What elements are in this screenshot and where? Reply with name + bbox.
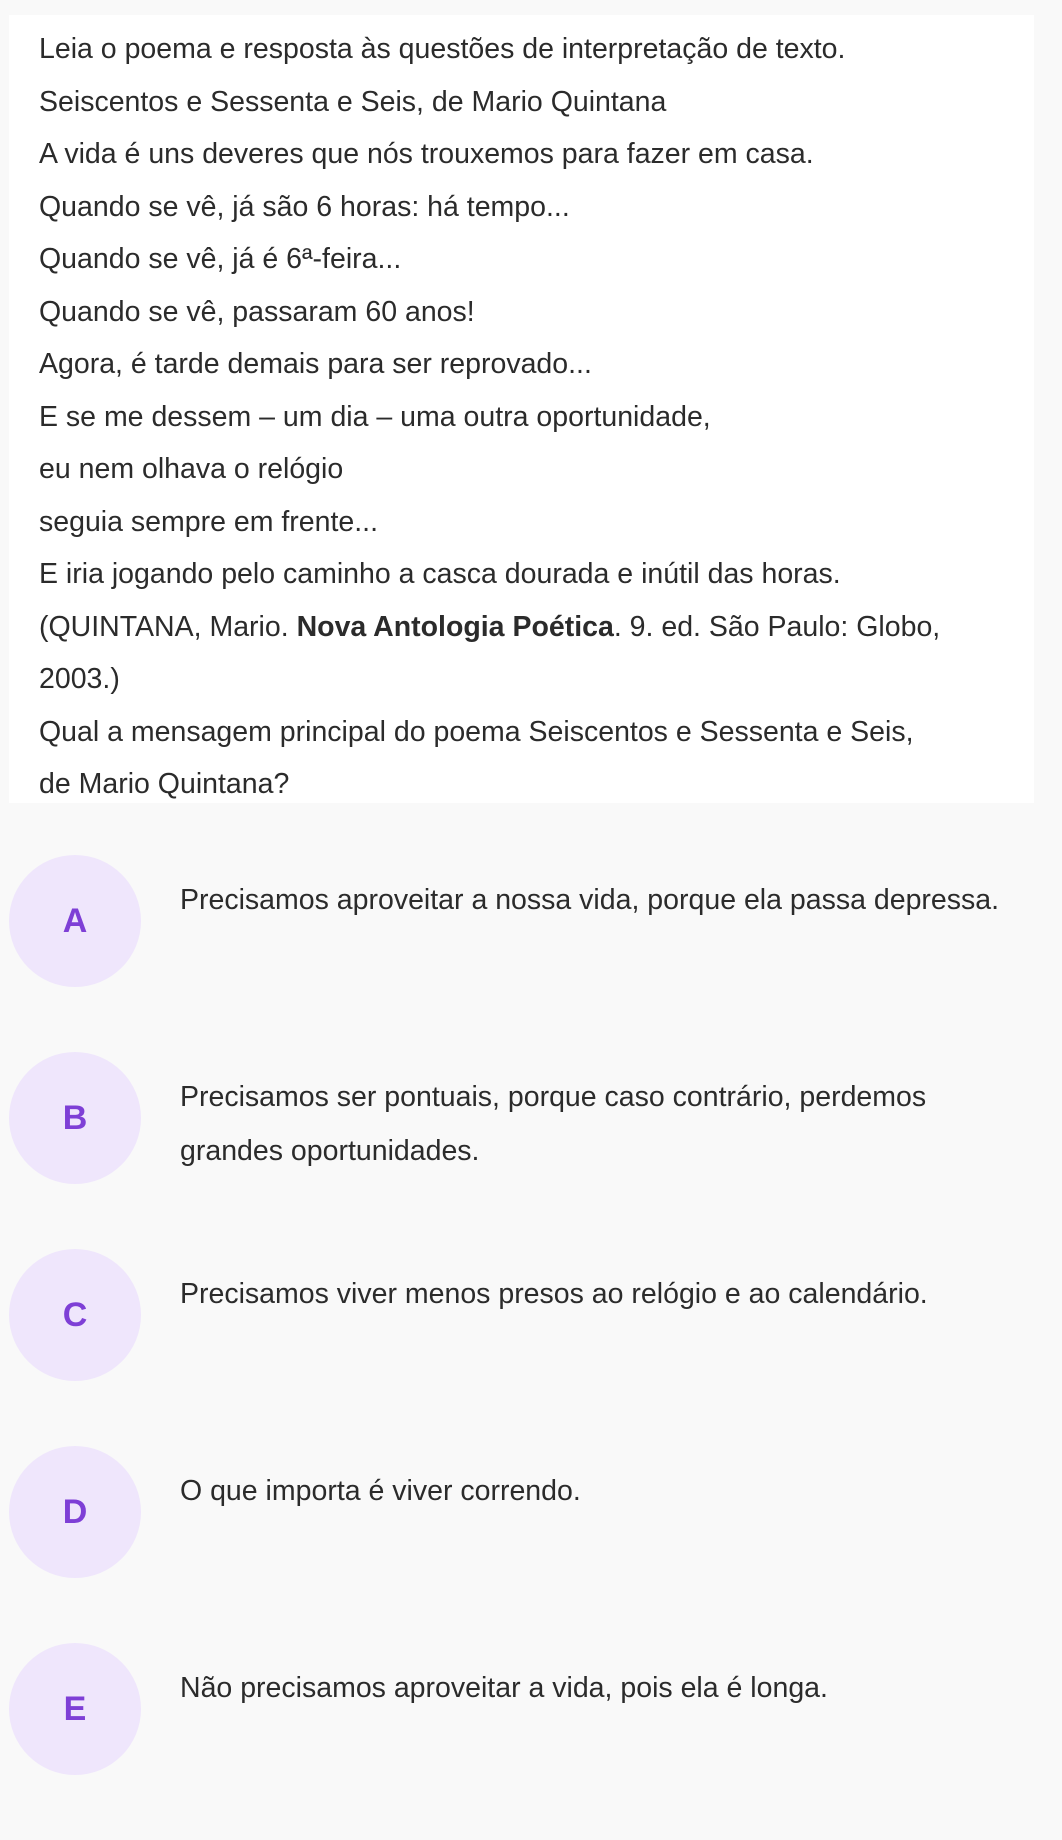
answer-options — [9, 855, 1049, 1840]
question-prompt-cont: de Mario Quintana? — [39, 768, 290, 800]
poem-line: seguia sempre em frente... — [39, 505, 378, 538]
poem-line: E iria jogando pelo caminho a casca dourada e inútil das horas. — [39, 558, 841, 590]
poem-line: Quando se vê, passaram 60 anos! — [39, 295, 475, 328]
poem-line: E se me dessem – um dia – uma outra oportunidade, — [39, 400, 711, 433]
option-text[interactable]: Precisamos viver menos presos ao relógio e ao calendário. — [180, 1278, 928, 1310]
option-d[interactable] — [9, 1446, 1049, 1578]
option-letter-badge[interactable]: D — [9, 1446, 141, 1578]
citation-suffix: . 9. ed. São Paulo: Globo, — [613, 610, 941, 643]
option-a[interactable] — [9, 855, 1049, 987]
poem-line: A vida é uns deveres que nós trouxemos para fazer em casa. — [39, 138, 814, 170]
citation-prefix: (QUINTANA, Mario. — [39, 610, 297, 643]
poem-title: Seiscentos e Sessenta e Seis, de Mario Quintana — [39, 85, 667, 118]
question-card — [9, 15, 1034, 803]
option-text[interactable]: Não precisamos aproveitar a vida, pois ela é longa. — [180, 1672, 828, 1704]
question-prompt: Qual a mensagem principal do poema Seiscentos e Sessenta e Seis, — [39, 715, 914, 748]
option-text[interactable]: Precisamos aproveitar a nossa vida, porque ela passa depressa. — [180, 884, 1000, 916]
poem-line: Quando se vê, já são 6 horas: há tempo... — [39, 190, 570, 223]
poem-line: eu nem olhava o relógio — [39, 453, 344, 485]
citation — [39, 601, 1034, 654]
option-text[interactable]: O que importa é viver correndo. — [180, 1475, 581, 1507]
poem-line: Agora, é tarde demais para ser reprovado... — [39, 348, 592, 380]
option-text[interactable]: Precisamos ser pontuais, porque caso contrário, perdemos grandes oportunidades. — [180, 1081, 927, 1167]
option-b[interactable] — [9, 1052, 1049, 1184]
citation-book-title: Nova Antologia Poética — [296, 610, 614, 643]
option-letter-badge[interactable]: B — [9, 1052, 141, 1184]
citation-year: 2003.) — [39, 663, 120, 695]
option-letter-badge[interactable]: C — [9, 1249, 141, 1381]
option-letter-badge[interactable]: E — [9, 1643, 141, 1775]
option-c[interactable] — [9, 1249, 1049, 1381]
option-e[interactable] — [9, 1643, 1049, 1775]
poem-line: Quando se vê, já é 6ª-feira... — [39, 243, 402, 275]
question-intro: Leia o poema e resposta às questões de interpretação de texto. — [39, 33, 846, 65]
option-letter-badge[interactable]: A — [9, 855, 141, 987]
